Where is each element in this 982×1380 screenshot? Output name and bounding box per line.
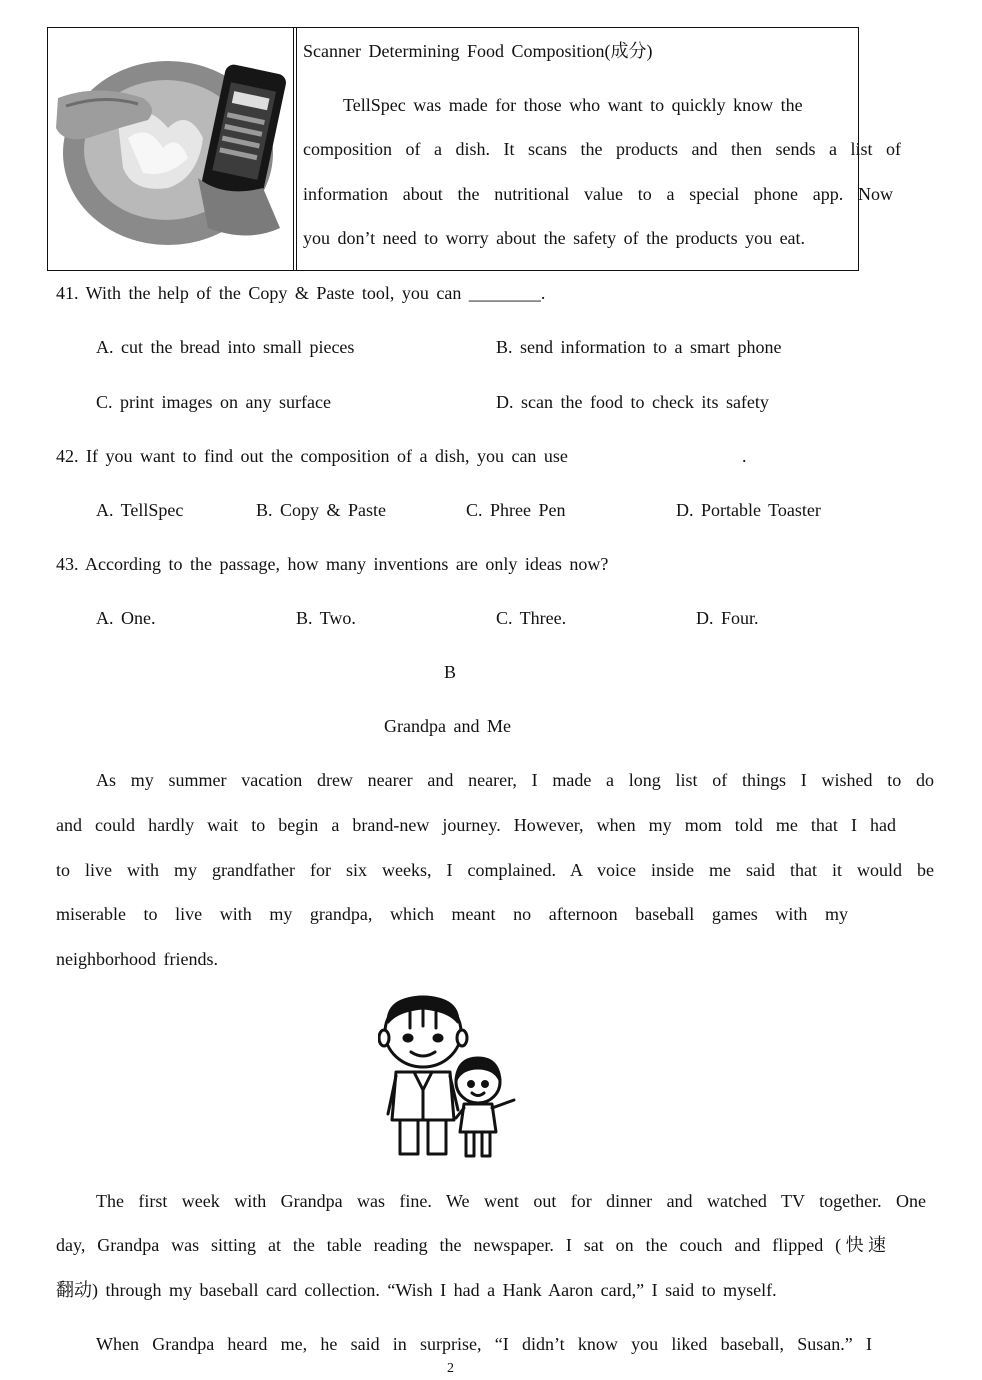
para2-line-1: The first week with Grandpa was fine. We went out for dinner and watched TV together. One	[96, 1191, 926, 1211]
scanner-line-1: TellSpec was made for those who want to quickly know the	[343, 95, 803, 115]
scanner-image-frame	[47, 27, 297, 271]
grandpa-and-girl-illustration	[378, 992, 528, 1162]
para1-line-3: to live with my grandfather for six weeks, I complained. A voice inside me said that it would be	[56, 860, 934, 880]
page-number: 2	[447, 1361, 454, 1376]
para1-line-5: neighborhood friends.	[56, 949, 218, 969]
question-42-stem: 42. If you want to find out the composition of a dish, you can use	[56, 446, 568, 466]
question-41-option-a: A. cut the bread into small pieces	[96, 337, 355, 357]
question-43-option-b: B. Two.	[296, 608, 356, 628]
question-42-option-b: B. Copy & Paste	[256, 500, 387, 520]
scanner-photo	[48, 28, 294, 268]
question-42-option-a: A. TellSpec	[96, 500, 184, 520]
question-42-stem-end: .	[742, 446, 747, 466]
scanner-title: Scanner Determining Food Composition(成分)	[303, 41, 653, 61]
section-letter: B	[444, 662, 457, 682]
para3-line-1: When Grandpa heard me, he said in surprise, “I didn’t know you liked baseball, Susan.” I	[96, 1334, 872, 1354]
question-43-option-d: D. Four.	[696, 608, 759, 628]
para1-line-2: and could hardly wait to begin a brand-new journey. However, when my mom told me that I had	[56, 815, 896, 835]
question-42-option-c: C. Phree Pen	[466, 500, 566, 520]
question-43-option-c: C. Three.	[496, 608, 567, 628]
scanner-line-2: composition of a dish. It scans the products and then sends a list of	[303, 139, 901, 159]
question-43-stem: 43. According to the passage, how many inventions are only ideas now?	[56, 554, 609, 574]
question-43-option-a: A. One.	[96, 608, 156, 628]
question-41-option-b: B. send information to a smart phone	[496, 337, 782, 357]
question-42-option-d: D. Portable Toaster	[676, 500, 821, 520]
scanner-line-3: information about the nutritional value to a special phone app. Now	[303, 184, 893, 204]
question-41-option-c: C. print images on any surface	[96, 392, 331, 412]
question-41-option-d: D. scan the food to check its safety	[496, 392, 769, 412]
para1-line-4: miserable to live with my grandpa, which meant no afternoon baseball games with my	[56, 904, 848, 924]
para1-line-1: As my summer vacation drew nearer and nearer, I made a long list of things I wished to do	[96, 770, 934, 790]
section-title: Grandpa and Me	[384, 716, 511, 736]
para2-line-3: 翻动) through my baseball card collection. “Wish I had a Hank Aaron card,” I said to myself.	[56, 1280, 777, 1300]
para2-line-2: day, Grandpa was sitting at the table reading the newspaper. I sat on the couch and flipped (快速	[56, 1235, 886, 1255]
scanner-line-4: you don’t need to worry about the safety of the products you eat.	[303, 228, 806, 248]
question-41-stem: 41. With the help of the Copy & Paste tool, you can ________.	[56, 283, 546, 303]
